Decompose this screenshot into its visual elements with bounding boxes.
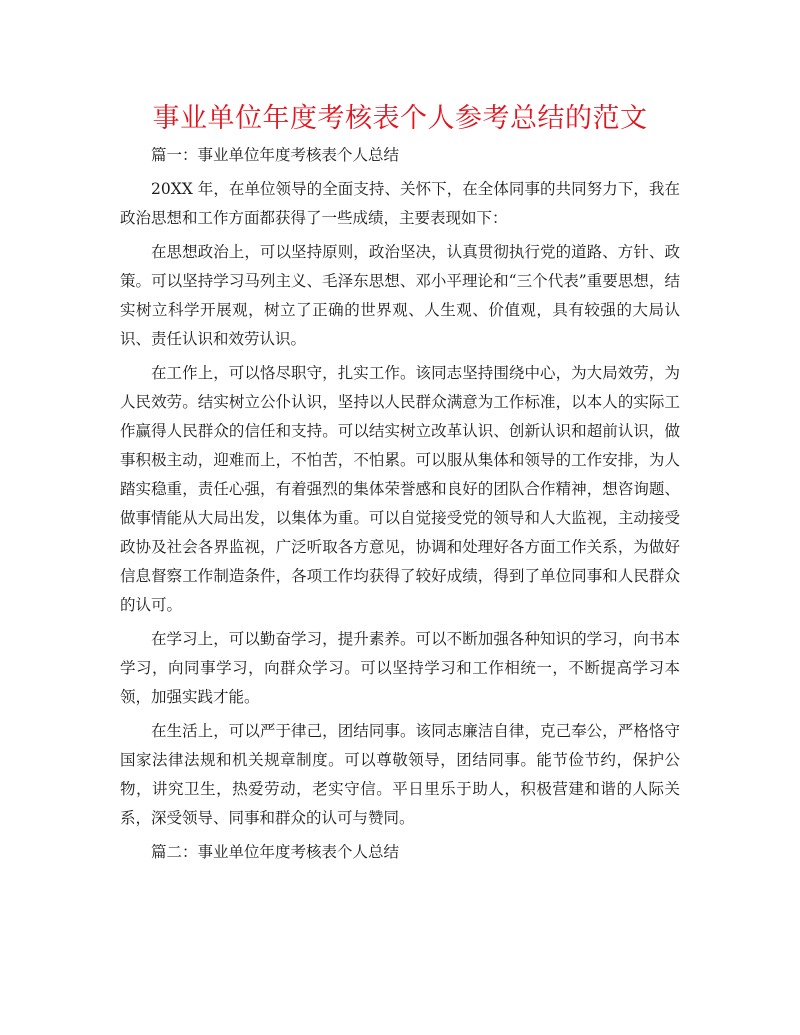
section-heading-1: 篇一：事业单位年度考核表个人总结 [151, 146, 400, 164]
paragraph-intro: 20XX 年，在单位领导的全面支持、关怀下，在全体同事的共同努力下，我在政治思想和工作方面都获得了一些成绩，主要表现如下： [120, 180, 680, 227]
paragraph-study: 在学习上，可以勤奋学习，提升素养。可以不断加强各种知识的学习，向书本学习，向同事学习，向群众学习。可以坚持学习和工作相统一，不断提高学习本领，加强实践才能。 [120, 630, 680, 706]
paragraph-politics: 在思想政治上，可以坚持原则，政治坚决，认真贯彻执行党的道路、方针、政策。可以坚持学习马列主义、毛泽东思想、邓小平理论和“三个代表”重要思想，结实树立科学开展观，树立了正确的世界观、人生观、价值观，具有较强的大局认识、责任认识和效劳认识。 [120, 243, 680, 348]
paragraph-work: 在工作上，可以恪尽职守，扎实工作。该同志坚持围绕中心，为大局效劳，为人民效劳。结实树立公仆认识，坚持以人民群众满意为工作标准，以本人的实际工作赢得人民群众的信任和支持。可以结实树立改革认识、创新认识和超前认识，做事积极主动，迎难而上，不怕苦，不怕累。可以服从集体和领导的工作安排，为人踏实稳重，责任心强，有着强烈的集体荣誉感和良好的团队合作精神，想咨询题、做事情能从大局出发，以集体为重。可以自觉接受党的领导和人大监视，主动接受政协及社会各界监视，广泛听取各方意见，协调和处理好各方面工作关系，为做好信息督察工作制造条件，各项工作均获得了较好成绩，得到了单位同事和人民群众的认可。 [120, 364, 680, 614]
document-title: 事业单位年度考核表个人参考总结的范文 [152, 103, 648, 134]
section-heading-2: 篇二：事业单位年度考核表个人总结 [151, 843, 400, 861]
document-body [120, 141, 680, 872]
paragraph-life: 在生活上，可以严于律己，团结同事。该同志廉洁自律，克己奉公，严格恪守国家法律法规和机关规章制度。可以尊敬领导，团结同事。能节俭节约，保护公物，讲究卫生，热爱劳动，老实守信。平日里乐于助人，积极营建和谐的人际关系，深受领导、同事和群众的认可与赞同。 [120, 722, 680, 827]
